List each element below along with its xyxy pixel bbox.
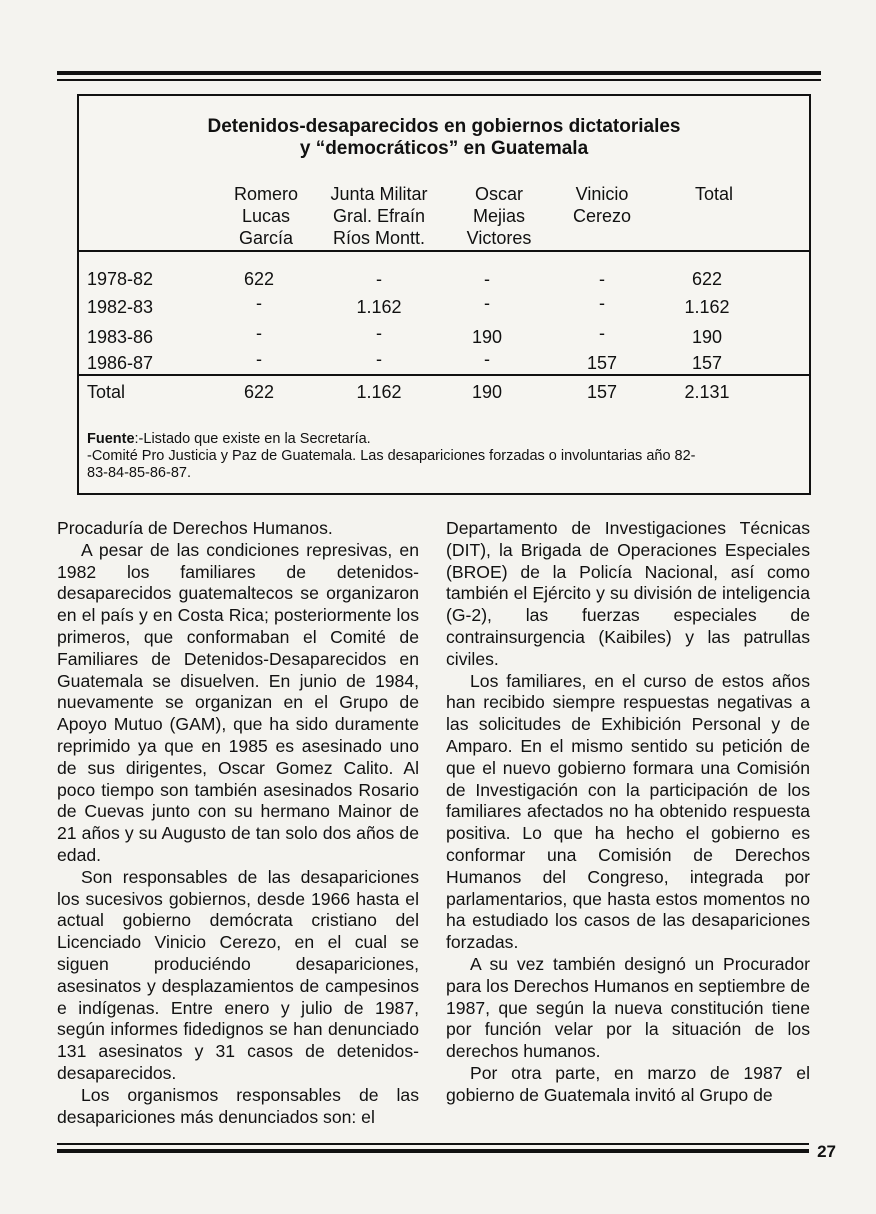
source-label: Fuente — [87, 431, 135, 447]
total-cell: 1.162 — [356, 382, 402, 402]
total-cell: 157 — [586, 382, 618, 402]
total-cell: 622 — [243, 382, 275, 402]
row-label: 1986-87 — [87, 353, 154, 373]
row-cell: - — [599, 323, 605, 343]
row-label: 1982-83 — [87, 297, 154, 317]
row-cell: - — [484, 269, 490, 289]
header-col-oscar — [449, 183, 549, 249]
row-cell: 157 — [586, 353, 618, 373]
total-label: Total — [87, 382, 126, 402]
paragraph: Los familiares, en el curso de estos años han recibido siempre respuestas negativas a las solicitudes de Exhibición Personal y de Amparo. En el mismo sentido su petición de que el nuevo gobierno formara una Comisión de Investigación con la participación de los familiares afectados no ha obtenido respuesta positiva. Lo que ha hecho el gobierno es conformar una Comisión de Derechos Humanos del Congreso, integrada por parlamentarios, que hasta estos momentos no ha estudiado los casos de las desapariciones forzadas. — [446, 670, 810, 953]
source-line-3: 83-84-85-86-87. — [87, 465, 191, 481]
header-text: Ríos Montt. — [332, 228, 426, 248]
table-title-line-1: Detenidos-desaparecidos en gobiernos dictatoriales — [207, 116, 681, 137]
header-text: Mejias — [472, 206, 525, 226]
table-source — [87, 431, 787, 482]
row-cell: 1.162 — [356, 297, 402, 317]
row-cell: - — [376, 323, 382, 343]
header-col-vinicio — [562, 183, 642, 227]
header-text: Gral. Efraín — [332, 206, 426, 226]
bottom-rule-thick — [57, 1149, 809, 1153]
row-cell: - — [376, 349, 382, 369]
row-cell: - — [256, 323, 262, 343]
total-cell: 190 — [471, 382, 503, 402]
header-text: Romero — [233, 184, 299, 204]
header-col-junta — [316, 183, 442, 249]
row-cell: - — [256, 349, 262, 369]
header-divider — [79, 250, 809, 252]
row-cell: 622 — [243, 269, 275, 289]
row-cell: - — [256, 293, 262, 313]
row-cell: - — [599, 293, 605, 313]
row-cell: - — [484, 293, 490, 313]
table-title-line-2: y “democráticos” en Guatemala — [299, 138, 589, 159]
row-label: 1978-82 — [87, 269, 154, 289]
left-column — [57, 518, 419, 1128]
page-number: 27 — [817, 1142, 836, 1161]
row-cell: 157 — [691, 353, 723, 373]
header-text: Junta Militar — [330, 184, 428, 204]
paragraph: Departamento de Investigaciones Técnicas (DIT), la Brigada de Operaciones Especiales (BROE) de la Policía Nacional, así como también el Ejército y su división de inteligencia (G-2), las fuerzas especiales de contrainsurgencia (Kaibiles) y las patrullas civiles. — [446, 518, 810, 669]
row-cell: - — [599, 269, 605, 289]
data-table — [77, 94, 811, 495]
top-rule-thick — [57, 71, 821, 75]
total-divider — [79, 374, 809, 376]
row-cell: - — [376, 269, 382, 289]
paragraph: Por otra parte, en marzo de 1987 el gobierno de Guatemala invitó al Grupo de — [446, 1062, 810, 1105]
header-col-total — [674, 183, 754, 205]
top-rule-thin — [57, 79, 821, 81]
source-line-1 — [87, 431, 787, 448]
row-cell: 622 — [691, 269, 723, 289]
header-text: Lucas — [241, 206, 291, 226]
source-line-2: -Comité Pro Justicia y Paz de Guatemala. Las desapariciones forzadas o involuntarias año 82- — [87, 448, 696, 464]
bottom-rule-thin — [57, 1143, 809, 1145]
paragraph: A pesar de las condiciones represivas, en 1982 los familiares de detenidos-desaparecidos guatemaltecos se organizaron en el país y en Costa Rica; posteriormente los primeros, que conformaban el Comité de Familiares de Detenidos-Desaparecidos en Guatemala se disuelven. En junio de 1984, nuevamente se organizan en el Grupo de Apoyo Mutuo (GAM), que ha sido duramente reprimido ya que en 1985 es asesinado uno de sus dirigentes, Oscar Gomez Calito. Al poco tiempo son también asesinados Rosario de Cuevas junto con su hermano Mainor de 21 años y su Augusto de tan solo dos años de edad. — [57, 539, 419, 865]
paragraph: Procaduría de Derechos Humanos. — [57, 518, 333, 538]
row-label: 1983-86 — [87, 327, 154, 347]
row-cell: - — [484, 349, 490, 369]
row-cell: 190 — [691, 327, 723, 347]
header-col-romero — [221, 183, 311, 249]
header-text: Victores — [466, 228, 532, 248]
paragraph: A su vez también designó un Procurador para los Derechos Humanos en septiembre de 1987, que según la nueva constitución tiene por función velar por la situación de los derechos humanos. — [446, 953, 810, 1062]
header-text: Vinicio — [575, 184, 629, 204]
row-cell: 190 — [471, 327, 503, 347]
source-text: :-Listado que existe en la Secretaría. — [134, 431, 371, 447]
right-column — [446, 518, 810, 1107]
header-text: Cerezo — [572, 206, 632, 226]
paragraph: Los organismos responsables de las desapariciones más denunciados son: el — [57, 1084, 419, 1127]
header-text: García — [238, 228, 294, 248]
paragraph: Son responsables de las desapariciones los sucesivos gobiernos, desde 1966 hasta el actual gobierno demócrata cristiano del Licenciado Vinicio Cerezo, en el cual se siguen produciéndo desapariciones, asesinatos y desplazamientos de campesinos e indígenas. Entre enero y julio de 1987, según informes fidedignos se han denunciado 131 asesinatos y 31 casos de detenidos-desaparecidos. — [57, 866, 419, 1083]
header-text: Total — [694, 184, 734, 204]
row-cell: 1.162 — [684, 297, 730, 317]
header-text: Oscar — [474, 184, 523, 204]
total-cell: 2.131 — [684, 382, 730, 402]
